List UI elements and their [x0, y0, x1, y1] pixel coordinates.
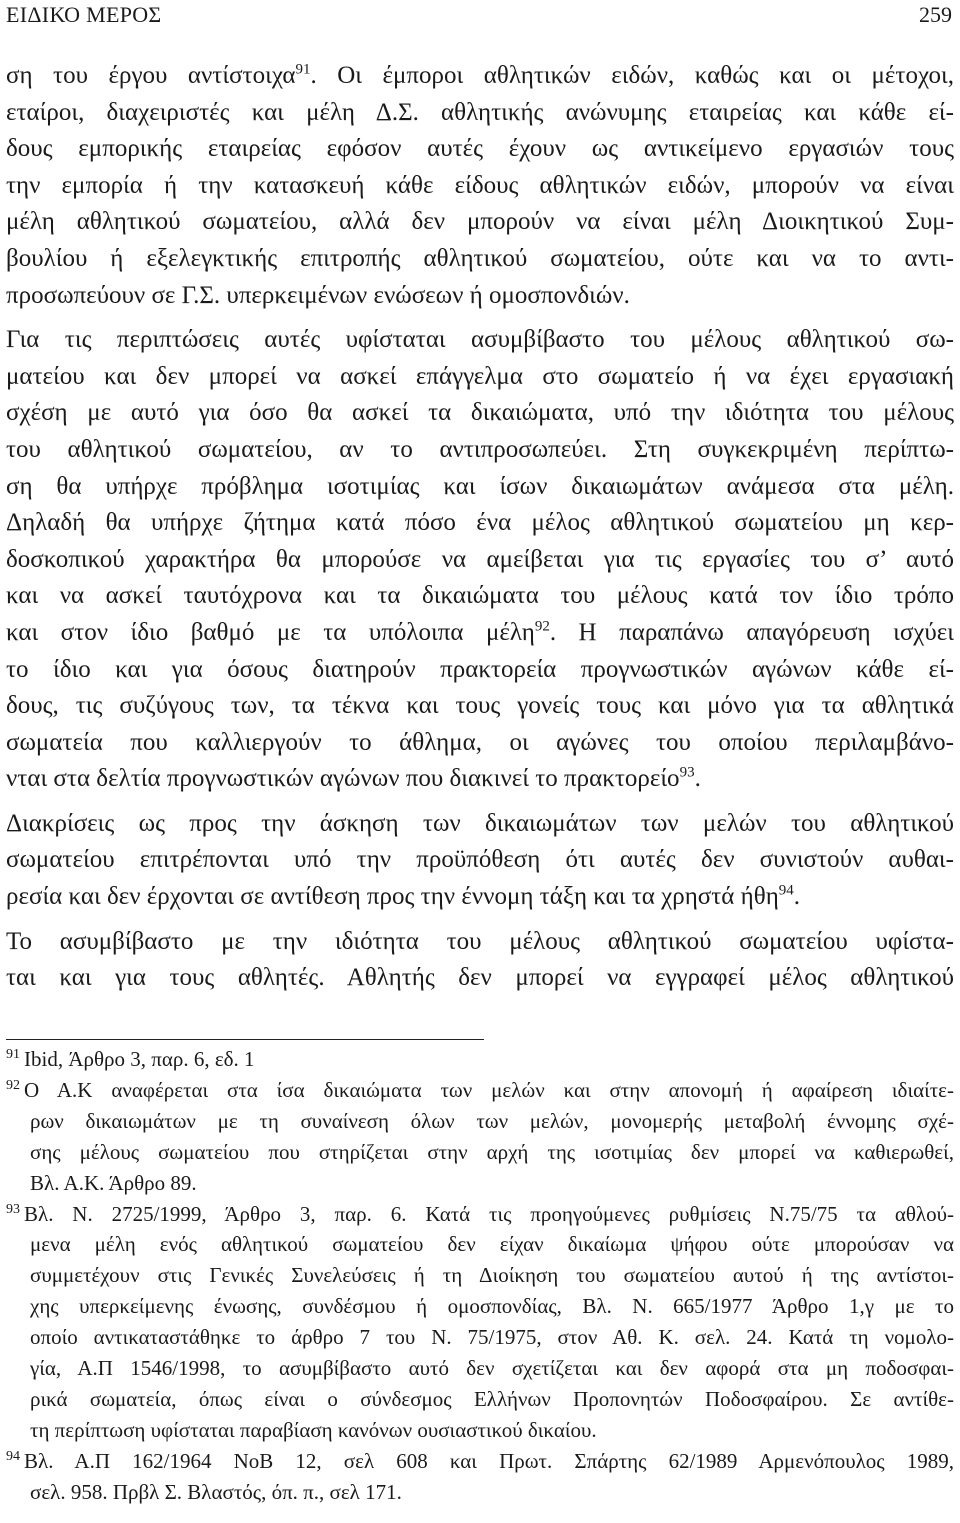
text-line: σωματεία που καλλιεργούν το άθλημα, οι αγώνες του οποίου περιλαμβάνο- — [6, 728, 954, 756]
footnote-number: 93 — [6, 1201, 20, 1217]
text-line: του αθλητικού σωματείου, αν το αντιπροσωπεύει. Στη συγκεκριμένη περίπτω- — [6, 435, 954, 463]
text-line: Διακρίσεις ως προς την άσκηση των δικαιωμάτων των μελών του αθλητικού — [6, 809, 954, 837]
footnote-line: ρων δικαιωμάτων με τη συναίνεση όλων των μελών, μονομερής μεταβολή έννομης σχέ- — [30, 1108, 954, 1133]
footnote-ref-94[interactable]: 94 — [778, 882, 794, 899]
paragraph-3 — [6, 806, 954, 916]
footnote-number: 94 — [6, 1448, 20, 1464]
footnote-line: $^{94}$ Βλ. Α.Π 162/1964 ΝοΒ 12, σελ 608 και Πρωτ. Σπάρτης 62/1989 Αρμενόπουλος 1989, — [6, 1448, 954, 1473]
paragraph-2 — [6, 322, 954, 798]
footnote-line: σελ. 958. Πρβλ Σ. Βλαστός, όπ. π., σελ 171. — [30, 1479, 402, 1504]
footnote-91 — [6, 1044, 954, 1075]
footnote-92 — [6, 1075, 954, 1199]
running-header — [6, 0, 952, 34]
text-line: μέλη αθλητικού σωματείου, αλλά δεν μπορούν να είναι μέλη Διοικητικού Συμ- — [6, 208, 954, 236]
body-text — [6, 58, 954, 997]
text-line: βουλίου ή εξελεγκτικής επιτροπής αθλητικού σωματείου, ούτε και να το αντι- — [6, 244, 954, 272]
footnote-line: $^{92}$ Ο Α.Κ αναφέρεται στα ίσα δικαιώματα των μελών και στην απονομή ή αφαίρεση ιδιαίτε- — [6, 1077, 954, 1102]
text-line: δους, τις συζύγους των, τα τέκνα και τους γονείς τους και μόνο για τα αθλητικά — [6, 692, 954, 720]
footnote-number: 91 — [6, 1047, 20, 1062]
text-line: ται και για τους αθλητές. Αθλητής δεν μπορεί να εγγραφεί μέλος αθλητικού — [6, 964, 954, 992]
text-line: δοσκοπικού χαρακτήρα θα μπορούσε να αμείβεται για τις εργασίες του σ’ αυτό — [6, 545, 954, 573]
footnote-number: 92 — [6, 1077, 20, 1093]
text-line: σωματείου επιτρέπονται υπό την προϋπόθεση ότι αυτές δεν συνιστούν αυθαι- — [6, 846, 954, 874]
footnote-94 — [6, 1446, 954, 1508]
footnote-ref-92[interactable]: 92 — [534, 618, 550, 635]
text-line: και να ασκεί ταυτόχρονα και τα δικαιώματα του μέλους κατά τον ίδιο τρόπο — [6, 582, 954, 610]
text-line: προσωπεύουν σε Γ.Σ. υπερκειμένων ενώσεων ή ομοσπονδιών. — [6, 281, 630, 309]
text-line: Δηλαδή θα υπήρχε ζήτημα κατά πόσο ένα μέλος αθλητικού σωματείου μη κερ- — [6, 509, 954, 537]
text-line: και στον ίδιο βαθμό με τα υπόλοιπα μέλη$^{92}$. Η παραπάνω απαγόρευση ισχύει — [6, 618, 954, 646]
footnote-line: οποίο αντικαταστάθηκε το άρθρο 7 του Ν. 75/1975, στον Αθ. Κ. σελ. 24. Κατά τη νομολο- — [30, 1325, 954, 1350]
footnote-separator — [6, 1039, 484, 1040]
text-line: το ίδιο και για όσους διατηρούν πρακτορεία προγνωστικών αγώνων κάθε εί- — [6, 655, 954, 683]
paragraph-4 — [6, 924, 954, 997]
footnote-line: γία, Α.Π 1546/1998, το ασυμβίβαστο αυτό δεν σχετίζεται και δεν αφορά στα μη ποδοσφαι- — [30, 1356, 954, 1381]
text-line: ση θα υπήρχε πρόβλημα ισοτιμίας και ίσων δικαιωμάτων ανάμεσα στα μέλη. — [6, 472, 954, 500]
text-line: ση του έργου αντίστοιχα$^{91}$. Οι έμποροι αθλητικών ειδών, καθώς και οι μέτοχοι, — [6, 61, 954, 89]
text-line: ματείου και δεν μπορεί να ασκεί επάγγελμα στο σωματείο ή να έχει εργασιακή — [6, 362, 954, 390]
footnotes — [6, 1044, 954, 1508]
footnote-93 — [6, 1199, 954, 1446]
footnote-ref-93[interactable]: 93 — [679, 764, 695, 781]
footnote-line: χης υπερκείμενης ένωσης, συνδέσμου ή ομοσπονδίας, Βλ. Ν. 665/1977 Άρθρο 1,γ με το — [30, 1294, 954, 1319]
footnote-line: μενα μέλη ενός αθλητικού σωματείου δεν είχαν δικαίωμα ψήφου ούτε μπορούσαν να — [30, 1232, 954, 1257]
text-line: ρεσία και δεν έρχονται σε αντίθεση προς την έννομη τάξη και τα χρηστά ήθη$^{94}$. — [6, 882, 801, 911]
text-line: Για τις περιπτώσεις αυτές υφίσταται ασυμβίβαστο του μέλους αθλητικού σω- — [6, 326, 954, 354]
footnote-line: ρικά σωματεία, όπως είναι ο σύνδεσμος Ελλήνων Προπονητών Ποδοσφαίρου. Σε αντίθε- — [30, 1386, 954, 1411]
text-line: εταίροι, διαχειριστές και μέλη Δ.Σ. αθλητικής ανώνυμης εταιρείας και κάθε εί- — [6, 98, 954, 126]
footnote-ref-91[interactable]: 91 — [295, 61, 311, 78]
section-title: ΕΙΔΙΚΟ ΜΕΡΟΣ — [6, 2, 162, 27]
footnote-line: συμμετέχουν στις Γενικές Συνελεύσεις ή τη Διοίκηση του σωματείου αυτού ή της αντίστοι- — [30, 1263, 954, 1288]
text-line: δους εμπορικής εταιρείας εφόσον αυτές έχουν ως αντικείμενο εργασιών τους — [6, 135, 954, 163]
paragraph-1 — [6, 58, 954, 314]
footnote-line: $^{93}$ Βλ. Ν. 2725/1999, Άρθρο 3, παρ. 6. Κατά τις προηγούμενες ρυθμίσεις Ν.75/75 τα αθλού- — [6, 1201, 954, 1226]
text-line: την εμπορία ή την κατασκευή κάθε είδους αθλητικών ειδών, μπορούν να είναι — [6, 171, 954, 199]
text-line: σχέση με αυτό για όσο θα ασκεί τα δικαιώματα, υπό την ιδιότητα του μέλους — [6, 399, 954, 427]
text-line: Το ασυμβίβαστο με την ιδιότητα του μέλους αθλητικού σωματείου υφίστα- — [6, 927, 954, 955]
footnote-line: τη περίπτωση υφίσταται παραβίαση κανόνων ουσιαστικού δικαίου. — [30, 1417, 597, 1442]
footnote-line: $^{91}$ Ibid, Άρθρο 3, παρ. 6, εδ. 1 — [6, 1047, 255, 1071]
footnote-line: Βλ. Α.Κ. Άρθρο 89. — [30, 1170, 197, 1195]
page-number: 259 — [919, 2, 952, 27]
text-line: νται στα δελτία προγνωστικών αγώνων που διακινεί το πρακτορείο$^{93}$. — [6, 764, 701, 793]
footnote-line: σης μέλους σωματείου που στηρίζεται στην αρχή της ισοτιμίας δεν μπορεί να καθιερωθεί, — [30, 1139, 954, 1164]
